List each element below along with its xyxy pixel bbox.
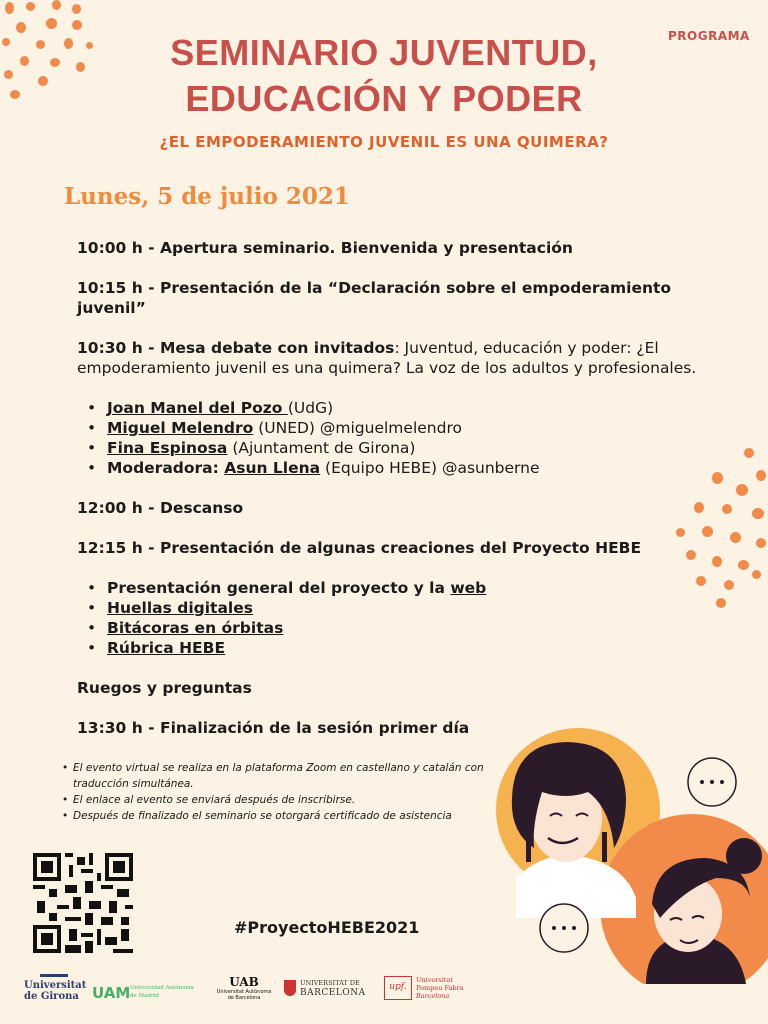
guest-link[interactable]: Joan Manel del Pozo [107,399,288,417]
rubrica-link[interactable]: Rúbrica HEBE [107,639,226,657]
agenda-item-questions: Ruegos y preguntas [77,679,252,697]
guest-item: • Joan Manel del Pozo (UdG) [77,398,727,418]
agenda-item-hebe: 12:15 h - Presentación de algunas creaciones del Proyecto HEBE [77,539,642,557]
people-illustration [496,728,768,984]
qr-code[interactable] [30,853,136,953]
program-tag: PROGRAMA [668,29,750,43]
agenda-item-opening: 10:00 h - Apertura seminario. Bienvenida y presentación [77,239,573,257]
hashtag: #ProyectoHEBE2021 [234,918,420,937]
note-item: • El evento virtual se realiza en la plataforma Zoom en castellano y catalán con traducción simultánea. [62,760,502,792]
hebe-item [77,638,727,658]
hebe-list [77,578,727,658]
agenda [77,238,727,758]
moderator-link[interactable]: Asun Llena [224,459,321,477]
shield-icon [284,980,296,996]
agenda-item-closing: 13:30 h - Finalización de la sesión primer día [77,719,470,737]
guest-list [77,398,727,478]
bitacoras-link[interactable]: Bitácoras en órbitas [107,619,284,637]
hebe-item-general: • Presentación general del proyecto y la web [77,578,727,598]
event-date: Lunes, 5 de julio 2021 [64,183,350,210]
title-line-1: SEMINARIO JUVENTUD, [170,32,598,73]
event-notes [62,760,502,824]
web-link[interactable]: web [450,579,487,597]
guest-item: • Miguel Melendro (UNED) @miguelmelendro [77,418,727,438]
guest-link[interactable]: Fina Espinosa [107,439,228,457]
agenda-item-declaration: 10:15 h - Presentación de la “Declaración sobre el empoderamiento juvenil” [77,279,672,317]
subtitle: ¿EL EMPODERAMIENTO JUVENIL ES UNA QUIMERA? [159,133,609,151]
guest-link[interactable]: Miguel Melendro [107,419,254,437]
hebe-item [77,598,727,618]
page-title [0,30,768,122]
agenda-item-debate: 10:30 h - Mesa debate con invitados: Juventud, educación y poder: ¿El empoderamiento juvenil es una quimera? La voz de los adultos y profesionales. [77,339,697,377]
logo-udg: Universitat de Girona [24,974,80,1002]
logo-uab: UAB Universitat Autònoma de Barcelona [216,975,272,1001]
note-item: • Después de finalizado el seminario se otorgará certificado de asistencia [62,808,502,824]
huellas-link[interactable]: Huellas digitales [107,599,253,617]
title-line-2: EDUCACIÓN Y PODER [185,78,583,119]
agenda-item-break: 12:00 h - Descanso [77,499,244,517]
moderator-item: • Moderadora: Asun Llena (Equipo HEBE) @asunberne [77,458,727,478]
guest-item: • Fina Espinosa (Ajuntament de Girona) [77,438,727,458]
note-item: • El enlace al evento se enviará después de inscribirse. [62,792,502,808]
hebe-item [77,618,727,638]
